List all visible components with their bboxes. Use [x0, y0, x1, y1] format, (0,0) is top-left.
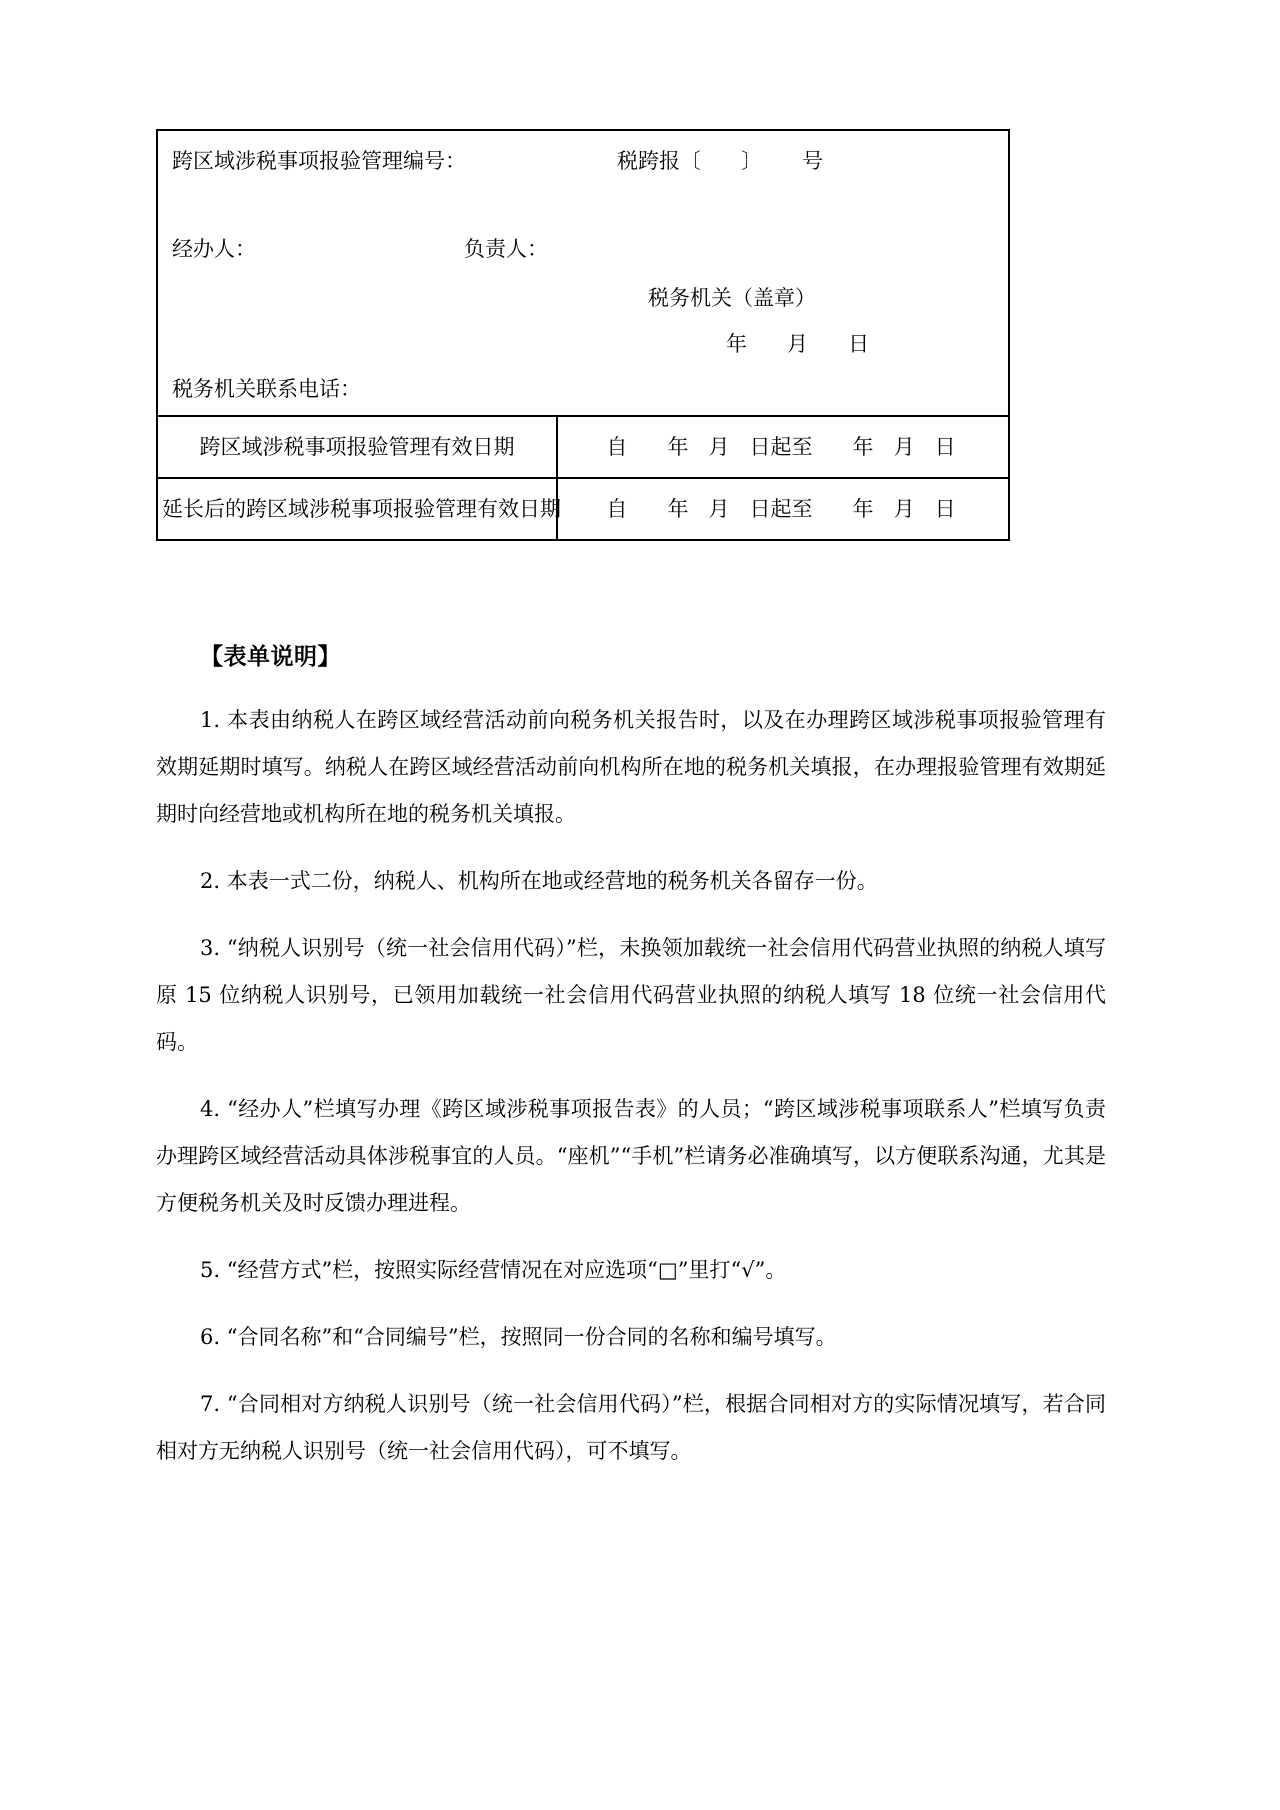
- instruction-item: 1. 本表由纳税人在跨区域经营活动前向税务机关报告时，以及在办理跨区域涉税事项报验管理有效期延期时填写。纳税人在跨区域经营活动前向机构所在地的税务机关填报，在办理报验管理有效期延期时向经营地或机构所在地的税务机关填报。: [156, 708, 1106, 826]
- instruction-item: 5. “经营方式”栏，按照实际经营情况在对应选项“□”里打“√”。: [200, 1258, 787, 1282]
- extended-validity-period-value: 自 年 月 日起至 年 月 日: [606, 497, 956, 521]
- tax-form-table: [156, 129, 1010, 541]
- form-upper-block: [158, 131, 1008, 415]
- instruction-item: 7. “合同相对方纳税人识别号（统一社会信用代码）”栏，根据合同相对方的实际情况填写，若合同相对方无纳税人识别号（统一社会信用代码），可不填写。: [156, 1392, 1106, 1463]
- table-row: [158, 477, 1008, 539]
- instruction-item: 4. “经办人”栏填写办理《跨区域涉税事项报告表》的人员；“跨区域涉税事项联系人”栏填写负责办理跨区域经营活动具体涉税事宜的人员。“座机”“手机”栏请务必准确填写，以方便联系沟通，尤其是方便税务机关及时反馈办理进程。: [156, 1097, 1106, 1215]
- tax-authority-phone-label: 税务机关联系电话：: [172, 377, 361, 401]
- instructions-section: [156, 638, 1116, 1495]
- instruction-item: 6. “合同名称”和“合同编号”栏，按照同一份合同的名称和编号填写。: [200, 1325, 837, 1349]
- tax-authority-seal-label: 税务机关（盖章）: [648, 286, 816, 310]
- registration-number-label: 跨区域涉税事项报验管理编号：: [172, 149, 466, 173]
- instruction-item: 3. “纳税人识别号（统一社会信用代码）”栏，未换领加载统一社会信用代码营业执照的纳税人填写原 15 位纳税人识别号，已领用加载统一社会信用代码营业执照的纳税人填写 18 位统一社会信用代码。: [156, 936, 1106, 1054]
- extended-validity-period-label: 延长后的跨区域涉税事项报验管理有效日期: [158, 479, 558, 539]
- table-row: [158, 415, 1008, 477]
- instruction-item: 2. 本表一式二份，纳税人、机构所在地或经营地的税务机关各留存一份。: [200, 869, 878, 893]
- document-number-field: 税跨报〔 〕 号: [617, 149, 824, 173]
- validity-period-label: 跨区域涉税事项报验管理有效日期: [158, 417, 558, 477]
- seal-date-field: 年 月 日: [726, 332, 870, 356]
- responsible-person-label: 负责人：: [464, 237, 548, 261]
- validity-period-value: 自 年 月 日起至 年 月 日: [606, 435, 956, 459]
- instructions-title: 【表单说明】: [200, 643, 341, 670]
- handler-label: 经办人：: [172, 237, 256, 261]
